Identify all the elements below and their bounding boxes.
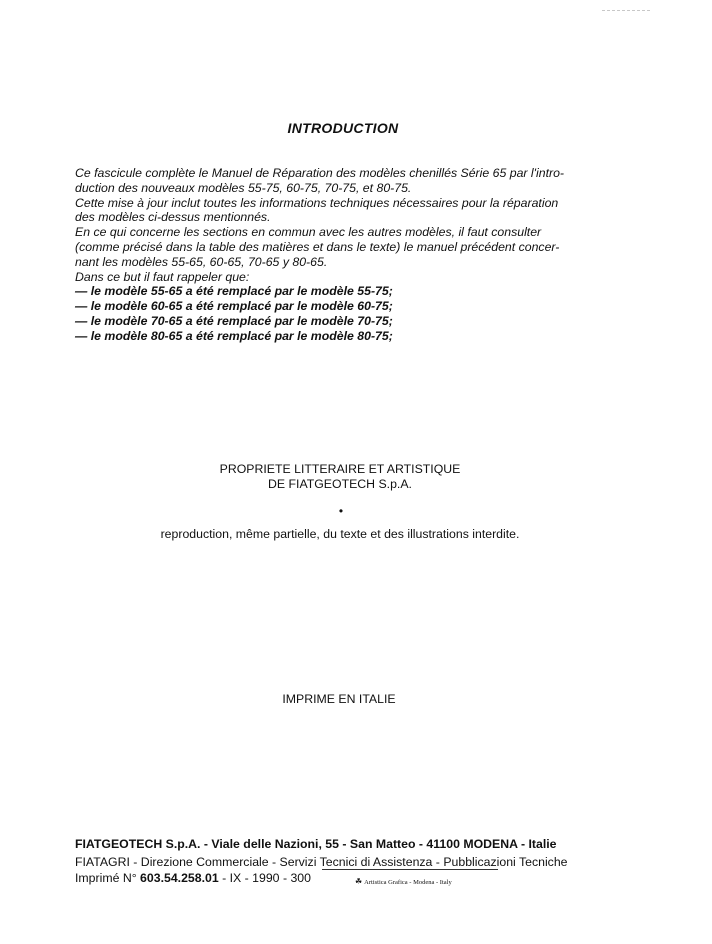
copyright-line-1: PROPRIETE LITTERAIRE ET ARTISTIQUE: [219, 462, 461, 476]
reproduction-notice: reproduction, même partielle, du texte et des illustrations interdite.: [160, 527, 520, 541]
scan-mark: [602, 10, 650, 11]
print-suffix: - IX - 1990 - 300: [222, 871, 311, 885]
intro-line: duction des nouveaux modèles 55-75, 60-75, 70-75, et 80-75.: [75, 180, 412, 195]
printer-credit: [355, 877, 452, 886]
replacement-item: — le modèle 55-65 a été remplacé par le modèle 55-75;: [75, 284, 393, 299]
intro-paragraph: [75, 166, 615, 344]
intro-line: Dans ce but il faut rappeler que:: [75, 269, 250, 284]
intro-line: nant les modèles 55-65, 60-65, 70-65 y 80-65.: [75, 254, 328, 269]
intro-line: Ce fascicule complète le Manuel de Réparation des modèles chenillés Série 65 par l'intro-: [75, 166, 565, 180]
replacement-item: — le modèle 70-65 a été remplacé par le modèle 70-75;: [75, 313, 393, 328]
intro-line: En ce qui concerne les sections en commun avec les autres modèles, il faut consulter: [75, 225, 542, 240]
copyright-heading: [0, 462, 680, 492]
intro-line: (comme précisé dans la table des matières et dans le texte) le manuel précédent concer-: [75, 239, 560, 254]
footer-rule: [322, 869, 498, 870]
printer-name: Artistica Grafica - Modena - Italy: [364, 879, 452, 886]
printer-logo-icon: ☘: [355, 877, 363, 886]
bullet-separator: •: [338, 504, 344, 518]
page-title: INTRODUCTION: [287, 120, 399, 136]
replacement-item: — le modèle 60-65 a été remplacé par le modèle 60-75;: [75, 299, 393, 314]
intro-line: Cette mise à jour inclut toutes les informations techniques nécessaires pour la réparation: [75, 195, 559, 210]
intro-line: des modèles ci-dessus mentionnés.: [75, 210, 271, 225]
printed-in: IMPRIME EN ITALIE: [282, 692, 396, 706]
print-prefix: Imprimé N°: [75, 871, 137, 885]
footer-division: FIATAGRI - Direzione Commerciale - Servizi Tecnici di Assistenza - Pubblicazioni Tecniche: [75, 855, 568, 869]
copyright-line-2: DE FIATGEOTECH S.p.A.: [268, 476, 412, 491]
print-number: 603.54.258.01: [140, 871, 219, 885]
replacement-item: — le modèle 80-65 a été remplacé par le modèle 80-75;: [75, 328, 393, 343]
footer-company: FIATGEOTECH S.p.A. - Viale delle Nazioni, 55 - San Matteo - 41100 MODENA - Italie: [75, 837, 557, 851]
